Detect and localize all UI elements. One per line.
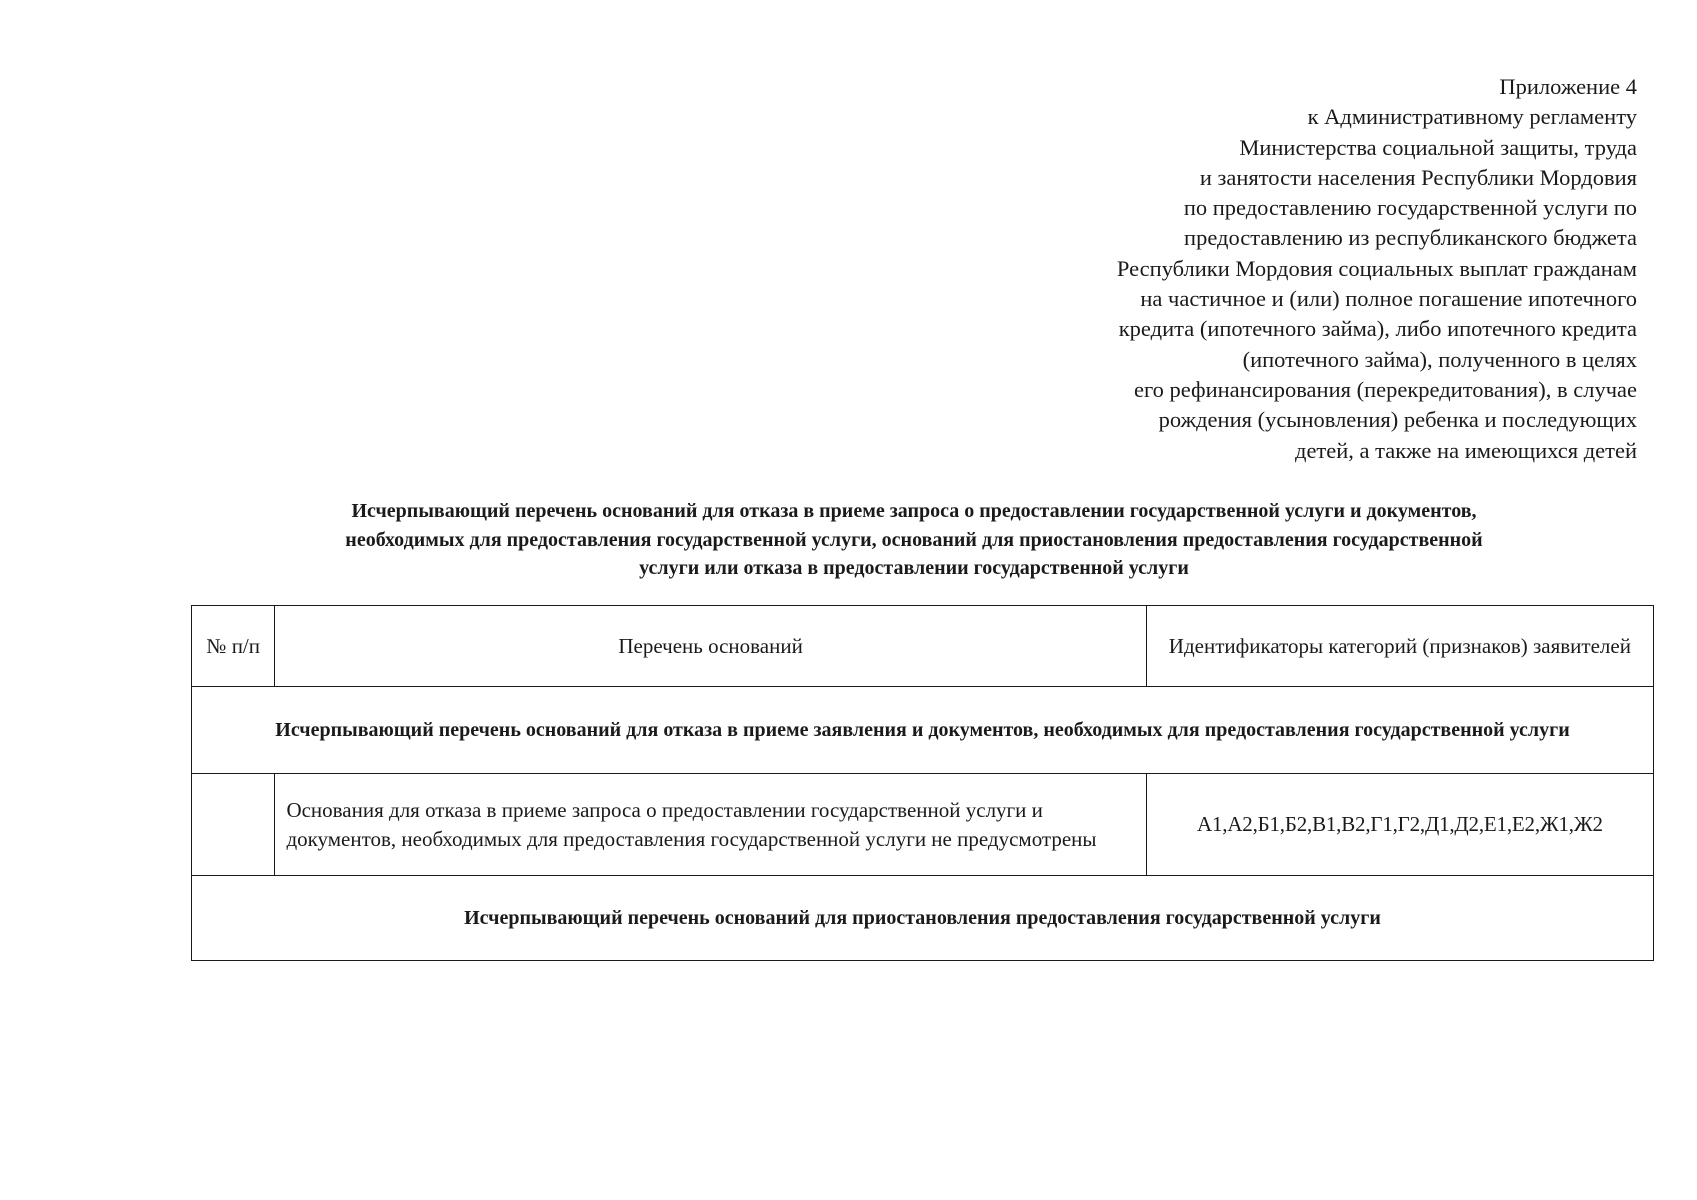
row-identifiers: А1,А2,Б1,Б2,В1,В2,Г1,Г2,Д1,Д2,Е1,Е2,Ж1,Ж2 [1146, 774, 1653, 876]
appendix-line: и занятости населения Республики Мордовия [1199, 164, 1637, 190]
appendix-line: предоставлению из республиканского бюджета [1184, 225, 1637, 251]
section-title: Исчерпывающий перечень оснований для отказа в приеме заявления и документов, необходимых для предоставления государственной услуги [192, 687, 1654, 774]
header-grounds: Перечень оснований [275, 606, 1146, 687]
row-grounds: Основания для отказа в приеме запроса о предоставлении государственной услуги и документов, необходимых для предоставления государственной услуги не предусмотрены [275, 774, 1146, 876]
section-row-refusal-acceptance [192, 687, 1654, 774]
appendix-line: детей, а также на имеющихся детей [1295, 437, 1637, 463]
header-identifiers: Идентификаторы категорий (признаков) заявителей [1146, 606, 1653, 687]
appendix-line: рождения (усыновления) ребенка и последующих [1158, 407, 1637, 433]
appendix-line: Республики Мордовия социальных выплат гражданам [1116, 255, 1637, 281]
appendix-line: Министерства социальной защиты, труда [1239, 134, 1637, 160]
document-title [190, 497, 1638, 583]
section-title: Исчерпывающий перечень оснований для приостановления предоставления государственной услуги [192, 876, 1654, 961]
document-title-line: Исчерпывающий перечень оснований для отказа в приеме запроса о предоставлении государственной услуги и документов, [351, 500, 1477, 522]
table-row [192, 774, 1654, 876]
appendix-header [877, 72, 1637, 466]
appendix-line: к Административному регламенту [1307, 104, 1637, 130]
appendix-line: по предоставлению государственной услуги по [1183, 195, 1637, 221]
table-header-row [192, 606, 1654, 687]
row-number [192, 774, 275, 876]
document-title-line: услуги или отказа в предоставлении государственной услуги [639, 557, 1189, 579]
appendix-line: его рефинансирования (перекредитования), в случае [1133, 376, 1637, 402]
appendix-line: (ипотечного займа), полученного в целях [1242, 346, 1637, 372]
header-number: № п/п [192, 606, 275, 687]
section-row-suspension [192, 876, 1654, 961]
appendix-line: кредита (ипотечного займа), либо ипотечного кредита [1118, 316, 1637, 342]
appendix-line: на частичное и (или) полное погашение ипотечного [1140, 286, 1637, 312]
grounds-table [191, 605, 1654, 961]
document-title-line: необходимых для предоставления государственной услуги, оснований для приостановления предоставления государственной [345, 528, 1483, 551]
appendix-line: Приложение 4 [1499, 74, 1637, 99]
